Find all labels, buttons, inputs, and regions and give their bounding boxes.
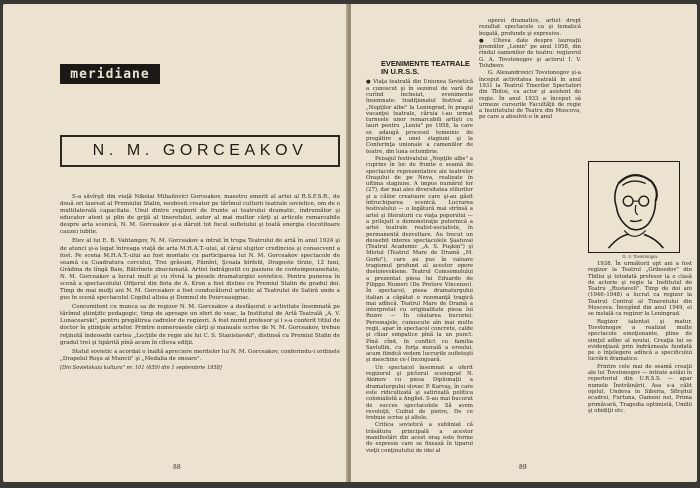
paragraph: Elev al lui E. B. Vahtangov, N. M. Gorceakov a intrat în trupa Teatrului de artă în anul 1924 şi de atunci şi-a legat întreaga viaţă de arta M.H.A.T.-ului, al cărui slujitor credincios şi consecvent a fost. Pe scena M.H.A.T.-ului au fost montate cu participarea lui N. M. Gorceakov spectacole de seamă ca Cuadratura cercului, Trei grăsuni, Pămînt, Şcoala bîrfelii, Dragoste tîrzie, 12 luni, Grădina de lîngă Baie, Bătrînete zbuciumată. Artist îndrăgostit cu pasiune de contemporaneitate, N. M. Gorceakov a lucrat mult şi cu rîvnă la piesele dramaturgiei sovietice. Pentru punerea în scenă a spectacolului Ofiţerul din flota de A. Kron a fost distins cu Premiul Stalin de gradul doi. Timp de mai mulţi ani N. M. Gorceakov a fost conducătorul artistic al Teatrului de Satiră unde a pus în scenă spectacolul Copilul altuia şi Domnul de Pourceaugnac. — [60, 238, 340, 302]
left-page — [3, 4, 348, 482]
paragraph: Statul sovietic a acordat o înaltă apreciere meritelor lui N. M. Gorceakov, conferindu-i ordinele „Drapelul Roşu al Muncii" şi „Medalia de onoare". — [60, 348, 340, 362]
paragraph: S-a săvîrşit din viaţă Nikolai Mihailovici Gorceakov, maestru emerit al artei al R.S.F.S.R., de două ori laureat al Premiului Stalin, neobosit creator pe tărîmul culturii teatrale sovietice, om de o multilaterală capacitate. Unul dintre regizorii de frunte ai teatrului dramatic, îndrumător şi educator atent şi plin de grijă al tineretului, autor al mai multor cărţi şi articole remarcabile despre arta scenică, N. M. Gorceakov şi-a dăruit tot focul sufletului şi toată energia clocotitoare cauzei iubite. — [60, 194, 340, 236]
page-number-left: 88 — [173, 464, 181, 471]
paragraph: Critica sovietică a subliniat că trăsătura principală a acestor manifestări din acest oraş este forme de expresie care se fixează în tiparul vieţii conţinutului de idei al — [366, 422, 473, 454]
paragraph: Concomitent cu munca sa de regizor N. M. Gorceakov a desfăşurat o activitate însemnată pe tărîmul ştiinţific pedagogic, timp de aproape un sfert de veac, la Institutul de Artă Teatrală „A. V. Lunacearski", pentru pregătirea cadrelor de regizori. A fost numit profesor şi i s-a conferit titlul de doctor în ştiinţele artelor. Printre numeroasele cărţi şi manuale scrise de N. M. Gorceakov, trebue reţinută îndeosebi cartea „Lecţiile de regie ale lui C. S. Stanislavski", distinsă cu Premiul Stalin de gradul trei şi tipărită pînă acum în cîteva ediţii. — [60, 304, 340, 346]
section-title-line: EVENIMENTE TEATRALE — [381, 59, 470, 68]
portrait-caption: G. V. Tovstonogov — [622, 254, 658, 259]
paragraph: 1938. În următorii opt ani a fost regizor la Teatrul „Griboedov" din Tbilisi şi totodată profesor la o clasă de actorie şi regie la Institutul de Teatru „Rustaveli". Timp de doi ani (1946–1948) a lucrat ca regizor la Teatrul Central al Tineretului din Moscova. Începînd din anul 1949, el se instală ca regizor la Leningrad. — [588, 261, 692, 318]
paragraph: Printre cele mai de seamă creaţii ale lui Tovstonogov — intrate astăzi în repertoriul din U.R.S.S. — apar numele Înstrăinării, Asa s-a călit oţelul, Undeva în Siberia, Sfîrşitul ecadrei, Furtuna, Oameni noi, Prima primăvară, Tragedia optimistă, Umilii şi obidiţii etc. — [588, 363, 692, 414]
paragraph: ● Viaţa teatrală din Uniunea Sovietică a cunoscut şi în sezonul de vară de curînd încheiat, evenimente însemnate: tradiţionalul festival al „Nopţilor albe" la Leningrad, în pragul vacanţei teatrale, căruia i-au urmat turneele unor remarcabili artişti cu lauri pentru „Leniu" pe 1958, la care se adaugă procesul temeinic de pregătire a unei stagiuni şi la Conferinţa unionale a cameniilor de teatre, din luna octombrie. — [366, 79, 473, 155]
column-3-top — [588, 18, 692, 158]
column-2 — [479, 18, 581, 122]
column-3 — [588, 261, 692, 415]
article-title — [60, 135, 340, 167]
paragraph: ● Cîteva date despre laureaţii premiilor „Lenin" pe anul 1958, din rîndul oamenilor de teatru: regizorul G. A. Tovstonogov şi actorul I. V. Tolubeev. — [479, 38, 581, 69]
paragraph: G. Alexandrovici Tovstonogov şi-a început activitatea teatrală în anul 1931 la Teatrul Tinerilor Spectatori din Tbilisi, ca actor şi asistent de regie. În anul 1933 a început să urmeze cursurile Facultăţii de regie a Institutului de Teatru din Moscova, pe care a absolvit-o în anul — [479, 70, 581, 121]
article-title-text: N. M. GORCEAKOV — [92, 142, 308, 159]
portrait-sketch-icon — [589, 162, 679, 252]
paragraph: Regizor talentat şi matur, Tovstonogov a realizat multe spectacole emoţionante, pline de simţul adînc al noului. Creaţia lui se evidenţiază prin îndrăzneala fundată pe o înţelegere adîncă a specificului lucrării dramatice. — [588, 318, 692, 363]
paragraph: operei dramatice, artist drept rezultat spectacole ca şi tematică bogată, profunde şi expresive. — [479, 18, 581, 37]
section-banner — [60, 64, 160, 84]
section-title-line: IN U.R.S.S. — [381, 67, 420, 77]
section-title — [366, 60, 473, 76]
banner-text: meridiane — [70, 66, 150, 82]
portrait-drawing — [588, 161, 680, 253]
page-number-right: 89 — [519, 464, 527, 471]
column-1 — [366, 60, 473, 455]
right-page — [351, 4, 697, 482]
article-body — [60, 194, 340, 374]
paragraph: Peisajul festivalului „Nopţile albe" a cuprins în loc de frunte o seamă de spectacole reprezentative ale teatrelor Oraşului de pe Neva, realizate în ultima stagiune. A impus numărul lor (27), dar mai ales diversitatea stilurilor şi a căilor creatoare care şi-au găsit întruchiparea scenică. Lucrarea festivalului — o legătură mai strînsă a artei şi literaturii cu viaţa poporului — a prilejuit o demonstraţie puternică a artei teatrale realist-socialiste, în permanentă dezvoltare. Au trecut un deosebit interes spectacolele Şaatuval (Teatrul Academic „A. S. Puşkin") şi Idiotul (Teatrul Mare de Dramă „M. Gorki"), care au pus în valoare tragismul profund al acestor opere dostoievskiene. Teatrul Comsomolului a prezentat piesa lui Eduardo de Filippo Numeri (De Pretore Vincenzo). În spectacol, piesa dramaturgului italian a căpătat o rezonanţă tragică mai adîncă. Teatrul Mare de Dramă a interpretat cu originalitate piesa lui Rozov — În căutarea bucuriei. Personajele, cunoscute aîn mai multe regii, apar în spectacol concrete, calde şi chiar simpatice pînă la un punct. Pînă cînd, în conflict cu familia Savlullin, cu forţa morală a eroului, acum fiindcă vedem lucrurile sufleteşti şi meschine ce-l înconjoară. — [366, 155, 473, 364]
paragraph: Un spectacol însemnat a oferit regizorul şi pictorul scenograf N. Akimov cu piesa Diplomaţii a dramaturgului slovac P. Karvaş, în care este ridiculizată şi satirizată politica colonialistă a Angliei. S-au mai bucurat de succes spectacolele Să avem revoluţii, Cuibul de pietre, De ce trebuie scrise şi altele. — [366, 364, 473, 422]
source-note: [Din Sovietskaia kultura" nr. 101 (659) din 1 septembrie 1958] — [60, 364, 222, 371]
